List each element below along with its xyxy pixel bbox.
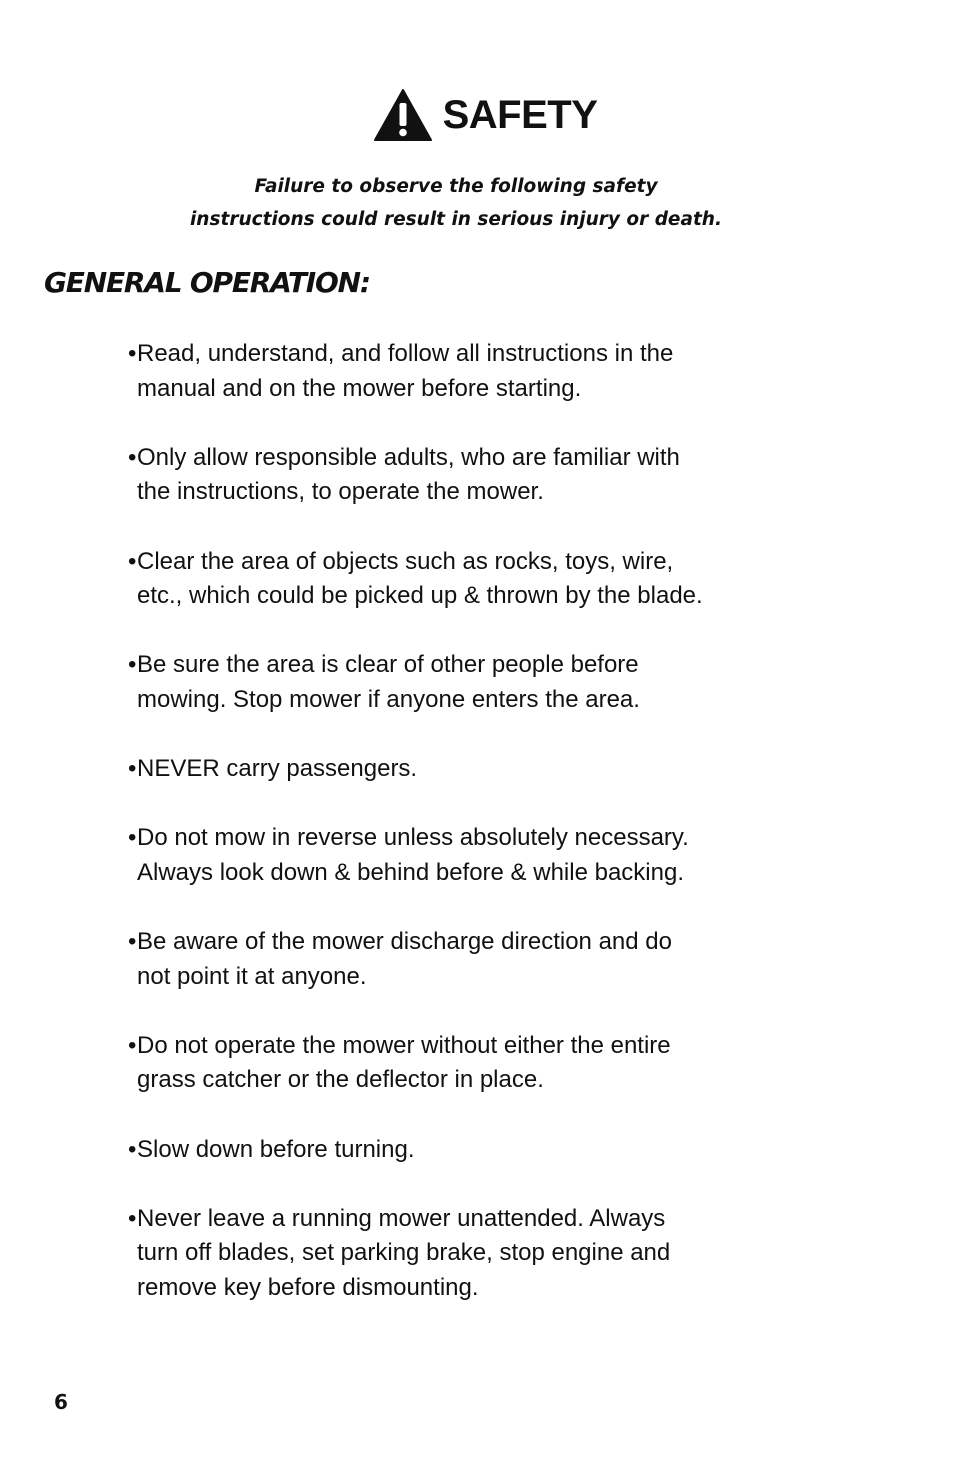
instruction-line: not point it at anyone.: [137, 962, 367, 990]
bullet-marker: •: [128, 1135, 137, 1163]
section-heading: GENERAL OPERATION:: [44, 266, 370, 299]
safety-instruction-item: [128, 1029, 808, 1098]
bullet-marker: •: [128, 1204, 137, 1232]
safety-instruction-item: [128, 752, 808, 787]
bullet-marker: •: [128, 1031, 137, 1059]
instruction-line: Slow down before turning.: [137, 1135, 415, 1163]
safety-instruction-item: [128, 1133, 808, 1168]
instruction-line: the instructions, to operate the mower.: [137, 478, 544, 506]
instruction-line: remove key before dismounting.: [137, 1274, 479, 1302]
instruction-line: Do not mow in reverse unless absolutely necessary.: [137, 824, 689, 852]
safety-instruction-item: [128, 337, 808, 406]
safety-instruction-item: [128, 1202, 808, 1306]
instruction-line: turn off blades, set parking brake, stop engine and: [137, 1239, 671, 1267]
safety-instruction-item: [128, 545, 808, 614]
bullet-marker: •: [128, 824, 137, 852]
instruction-line: Do not operate the mower without either the entire: [137, 1031, 671, 1059]
instruction-line: Only allow responsible adults, who are familiar with: [137, 443, 680, 471]
bullet-marker: •: [128, 651, 137, 679]
safety-instruction-item: [128, 648, 808, 717]
warning-triangle-icon: [373, 88, 433, 142]
instruction-line: Be sure the area is clear of other people before: [137, 651, 639, 679]
bullet-marker: •: [128, 928, 137, 956]
safety-warning: [0, 170, 912, 236]
header-title-group: [373, 88, 598, 142]
page-title: SAFETY: [442, 92, 598, 137]
instruction-line: Read, understand, and follow all instructions in the: [137, 340, 674, 367]
safety-warning-line: instructions could result in serious injury or death.: [189, 209, 723, 230]
bullet-marker: •: [128, 443, 137, 471]
instruction-line: manual and on the mower before starting.: [137, 374, 582, 402]
safety-warning-line: Failure to observe the following safety: [254, 176, 658, 197]
instruction-line: Clear the area of objects such as rocks, toys, wire,: [137, 547, 674, 575]
instruction-line: Be aware of the mower discharge direction and do: [137, 928, 672, 956]
instruction-line: Never leave a running mower unattended. Always: [137, 1204, 666, 1232]
safety-instruction-item: [128, 821, 808, 890]
safety-instruction-item: [128, 925, 808, 994]
instruction-line: etc., which could be picked up & thrown by the blade.: [137, 582, 703, 610]
instruction-line: grass catcher or the deflector in place.: [137, 1066, 544, 1094]
instruction-line: Always look down & behind before & while backing.: [137, 858, 684, 886]
bullet-marker: •: [128, 340, 137, 367]
instruction-line: NEVER carry passengers.: [137, 755, 418, 783]
page-header: [0, 88, 954, 146]
bullet-marker: •: [128, 755, 137, 783]
page-number: 6: [54, 1390, 68, 1414]
bullet-marker: •: [128, 547, 137, 575]
safety-instruction-list: [128, 337, 808, 1340]
safety-instruction-item: [128, 441, 808, 510]
instruction-line: mowing. Stop mower if anyone enters the area.: [137, 685, 640, 713]
